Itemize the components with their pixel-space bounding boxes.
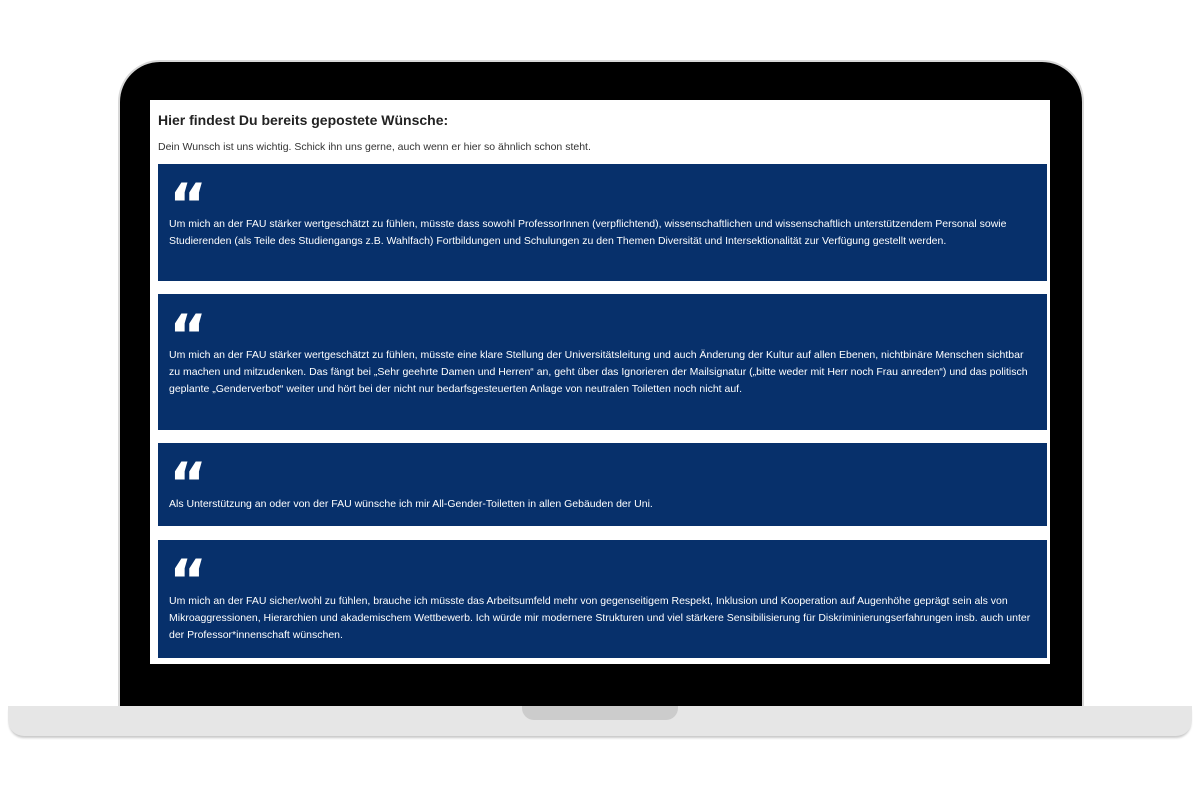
quote-open-icon: “: [169, 450, 208, 518]
wish-card-4: [158, 540, 1047, 658]
page-subtitle: Dein Wunsch ist uns wichtig. Schick ihn uns gerne, auch wenn er hier so ähnlich schon steht.: [158, 141, 591, 153]
quote-open-icon: “: [169, 302, 208, 370]
wish-text: Um mich an der FAU sicher/wohl zu fühlen, brauche ich müsste das Arbeitsumfeld mehr von gegenseitigem Respekt, Inklusion und Kooperation auf Augenhöhe geprägt sein als von Mikroaggressionen, Hierarchien und akademischem Wettbewerb. Ich würde mir modernere Strukturen und viel stärkere Sensibilisierung für Diskriminierungserfahrungen insb. auch unter der Professor*innenschaft wünschen.: [169, 595, 1031, 641]
wish-card-2: [158, 294, 1047, 430]
laptop-notch: [522, 706, 678, 720]
quote-open-icon: “: [169, 171, 208, 239]
wish-text: Als Unterstützung an oder von der FAU wünsche ich mir All-Gender-Toiletten in allen Gebäuden der Uni.: [169, 498, 653, 510]
laptop-screen: [150, 100, 1050, 664]
wish-text: Um mich an der FAU stärker wertgeschätzt zu fühlen, müsste dass sowohl ProfessorInnen (verpflichtend), wissenschaftlichen und wissenschaftlich unterstützendem Personal sowie Studierenden (als Teile des Studiengangs z.B. Wahlfach) Fortbildungen und Schulungen zu den Themen Diversität und Intersektionalität zur Verfügung gestellt werden.: [169, 218, 1007, 247]
page-heading: Hier findest Du bereits gepostete Wünsche:: [158, 112, 449, 128]
quote-open-icon: “: [169, 547, 208, 615]
wish-text: Um mich an der FAU stärker wertgeschätzt zu fühlen, müsste eine klare Stellung der Universitätsleitung und auch Änderung der Kultur auf allen Ebenen, nichtbinäre Menschen sichtbar zu machen und mitzudenken. Das fängt bei „Sehr geehrte Damen und Herren“ an, geht über das Ignorieren der Mailsignatur („bitte weder mit Herr noch Frau anreden“) und das politisch geplante „Genderverbot“ weiter und hört bei der nicht nur bedarfsgesteuerten Anlage von neutralen Toiletten noch nicht auf.: [169, 349, 1028, 395]
wish-card-1: [158, 164, 1047, 281]
wish-card-3: [158, 443, 1047, 526]
